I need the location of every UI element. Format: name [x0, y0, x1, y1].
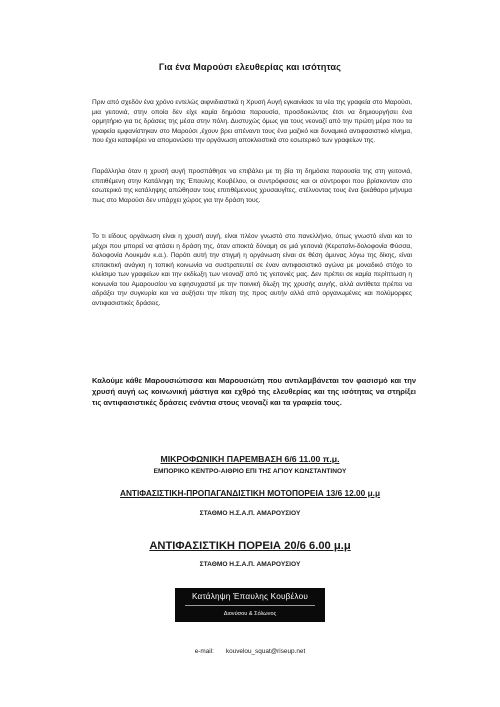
event-2-location: ΣΤΑΘΜΟ Η.Σ.Α.Π. ΑΜΑΡΟΥΣΙΟΥ: [199, 510, 301, 517]
paragraph-2: Παράλληλα όταν η χρυσή αυγή προσπάθησε να επιβάλει με τη βία τη δημόσια παρουσία της στη γειτονιά, επιτιθέμενη στην Κατάληψη της Έπαυλης Κουβέλου, οι συντρόφισσες και οι σύντροφοι που βρίσκονταν στο εσωτερικό της κατάληψης απώθησαν τους επιτιθέμενους χρυσαυγίτες, στέλνοντας τους ένα ξεκάθαρο μήνυμα πως στο Μαρούσι δεν υπάρχει χώρος για την δράση τους.: [92, 168, 412, 204]
email-link[interactable]: kouvelou_squat@riseup.net: [225, 648, 306, 655]
event-3-location: ΣΤΑΘΜΟ Η.Σ.Α.Π. ΑΜΑΡΟΥΣΙΟΥ: [199, 561, 301, 568]
call-to-action: Καλούμε κάθε Μαρουσιώτισσα και Μαρουσιώτη που αντιλαμβάνεται τον φασισμό και την χρυσή αυγή ως κοινωνική μάστιγα και εχθρό της ελευθερίας και της ισότητας να στηρίξει τις αντιφασιστικές δράσεις ενάντια στους νεοναζί και τα γραφεία τους.: [92, 376, 416, 408]
signature-badge: [175, 588, 325, 622]
event-2-title: ΑΝΤΙΦΑΣΙΣΤΙΚΗ-ΠΡΟΠΑΓΑΝΔΙΣΤΙΚΗ ΜΟΤΟΠΟΡΕΙΑ 13/6 12.00 μ.μ: [119, 488, 381, 498]
event-3-title: ΑΝΤΙΦΑΣΙΣΤΙΚΗ ΠΟΡΕΙΑ 20/6 6.00 μ.μ: [149, 540, 351, 552]
paragraph-1: Πριν από σχεδόν ένα χρόνο εντελώς αιφνιδιαστικά η Χρυσή Αυγή εγκαινίασε τα νέα της γραφεία στο Μαρούσι, μια γειτονιά, στην οποία δεν είχε καμία δημόσια παρουσία, προσδοκώντας έτσι να δημιουργήσει ένα ορμητήριο για τις δράσεις της μέσα στην πόλη. Δυστυχώς όμως για τους νεοναζί από την πρώτη μέρα που τα γραφεία εμφανίστηκαν στο Μαρούσι ,έχουν βρει απέναντι τους ένα μαζικό και δυναμικό αντιφασιστικό κίνημα, που έχει καταφέρει να απομονώσει την οργάνωση αποκλειστικά στο εσωτερικό των γραφείων της.: [92, 99, 412, 144]
paragraph-3: Το τι είδους οργάνωση είναι η χρυσή αυγή, είναι πλέον γνωστό στο πανελλήνιο, όπως γνωστό είναι και το μέχρι που μπορεί να φτάσει η δράση της, όταν αποκτά δύναμη σε μιά γειτονιά (Κερατσίνι-δολοφονία Φύσσα, δολοφονία Λουκμάν κ.α.). Παρότι αυτή την στιγμή η οργάνωση είναι σε θέση άμυνας λόγω της δίκης, είναι επιτακτική ανάγκη η τοπική κοινωνία να συστρατευτεί σε έναν αντιφασιστικό αγώνα με μοναδικό στόχο το κλείσιμο των γραφείων και την εκδίωξη των νεοναζί από τις γειτονιές μας. Δεν πρέπει σε καμία περίπτωση η κοινωνία του Αμαρουσίου να εφησυχαστεί με την ποινική δίωξη της χρυσής αυγής, αλλά αντίθετα πρέπει να αδράξει την συγκυρία και να αυξήσει την πίεση της προς αυτήν αλλά από οργανωμένες και πολύμορφες αντιφασιστικές δράσεις.: [92, 233, 412, 307]
signature-name: Κατάληψη Έπαυλης Κουβέλου: [191, 592, 309, 601]
event-1-location: ΕΜΠΟΡΙΚΟ ΚΕΝΤΡΟ-ΑΙΘΡΙΟ ΕΠΙ ΤΗΣ ΑΓΙΟΥ ΚΩΝΣΤΑΝΤΙΝΟΥ: [153, 468, 347, 475]
contact-line: [0, 648, 500, 655]
page-title: Για ένα Μαρούσι ελευθερίας και ισότητας: [158, 62, 342, 72]
signature-address: Διονύσου & Σόλωνος: [223, 611, 277, 617]
event-1-title: ΜΙΚΡΟΦΩΝΙΚΗ ΠΑΡΕΜΒΑΣΗ 6/6 11.00 π.μ.: [160, 454, 340, 464]
email-label: e-mail:: [194, 648, 214, 655]
